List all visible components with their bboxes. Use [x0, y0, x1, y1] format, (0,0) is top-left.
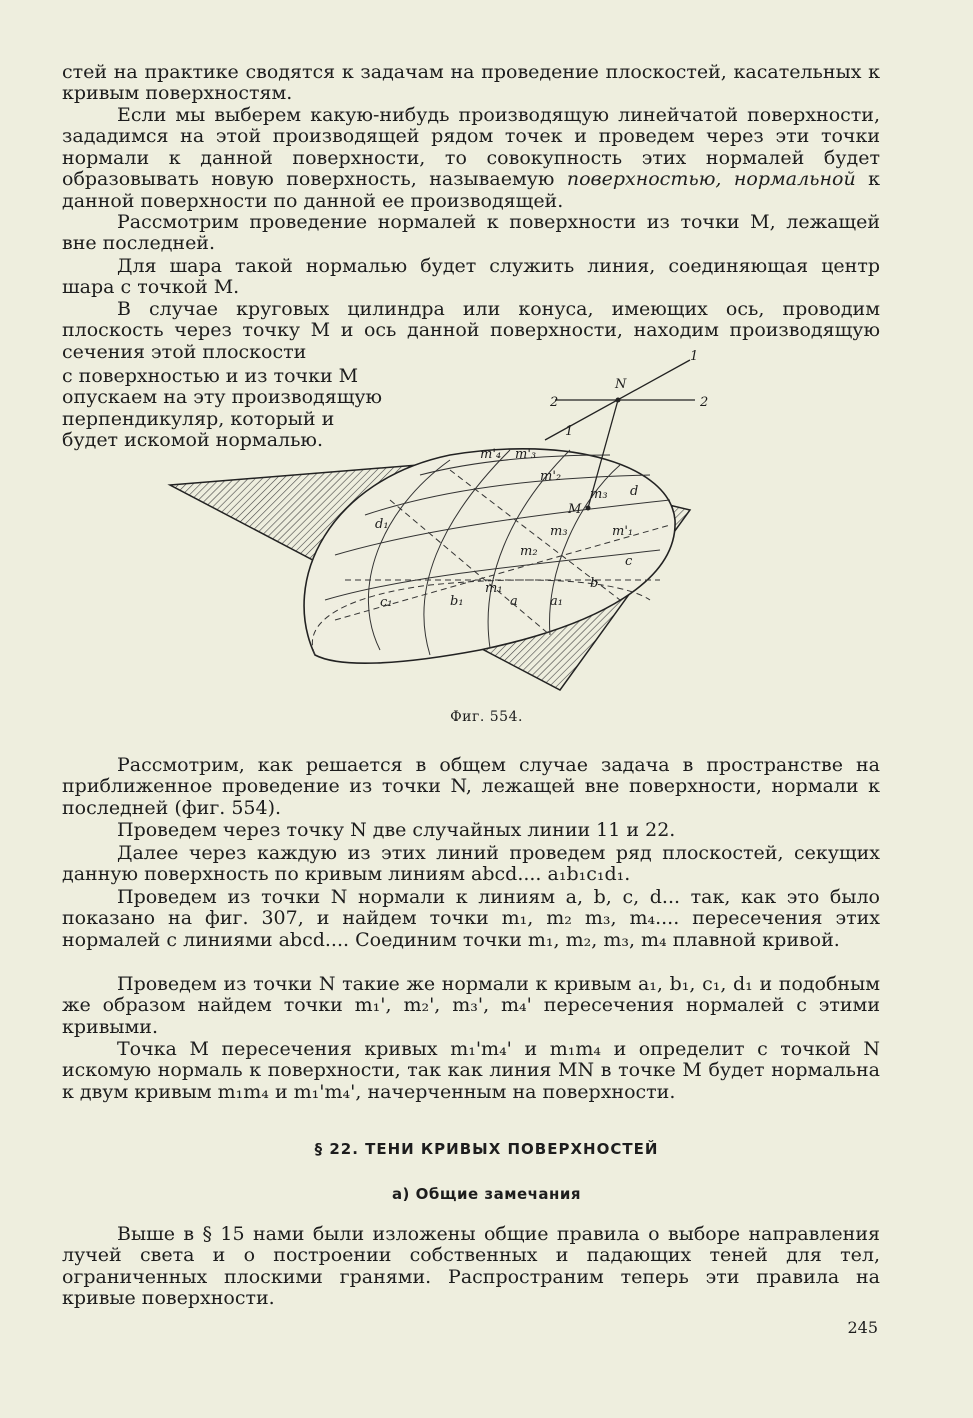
label-m3: m₃ [590, 487, 608, 502]
label-N: N [615, 377, 627, 392]
label-a1: a₁ [550, 594, 563, 609]
paragraph-2-text: Если мы выберем какую-нибудь производящую линейчатой поверхности, зададимся на этой производящей рядом точек и проведем через эти точки нормали к данной поверхности, то совокупность этих нормалей будет образовывать новую поверхность, называемую [62, 104, 880, 191]
label-2-left: 2 [550, 395, 559, 410]
label-b: b [590, 576, 599, 591]
label-a: a [510, 594, 518, 609]
label-c: c [625, 554, 633, 569]
label-1-bottom: 1 [565, 424, 574, 439]
paragraph-9: Проведем из точки N нормали к линиям a, b, c, d... так, как это было показано на фиг. 307, и найдем точки m₁, m₂ m₃, m₄.... пересечения этих нормалей с линиями abcd.... Соединим точки m₁, m₂, m₃, m₄ плавной кривой. [62, 886, 880, 951]
paragraph-10: Проведем из точки N такие же нормали к кривым a₁, b₁, c₁, d₁ и подобным же образом найдем точки m₁', m₂', m₃', m₄' пересечения нормалей с этими кривыми. [62, 973, 880, 1038]
page-number: 245 [847, 1318, 878, 1337]
paragraph-5: В случае круговых цилиндра или конуса, имеющих ось, проводим плоскость через точку M и ось данной поверхности, находим производящую сечения этой плоскости [62, 298, 880, 363]
subsection-heading: а) Общие замечания [391, 1185, 582, 1203]
float-text: с поверхностью и из точки M опускаем на эту производящую перпендикуляр, который и будет искомой нормалью. [62, 365, 383, 452]
label-m1p: m'₁ [612, 524, 634, 539]
paragraph-2-italic: поверхностью, нормальной [566, 168, 856, 191]
paragraph-6: Рассмотрим, как решается в общем случае задача в пространстве на приближенное проведение из точки N, лежащей вне поверхности, нормали к последней (фиг. 554). [62, 754, 880, 819]
paragraph-8: Далее через каждую из этих линий проведем ряд плоскостей, секущих данную поверхность по кривым линиям abcd.... a₁b₁c₁d₁. [62, 842, 880, 886]
point-M [586, 506, 591, 511]
section-heading: § 22. ТЕНИ КРИВЫХ ПОВЕРХНОСТЕЙ [314, 1140, 659, 1158]
paragraph-7: Проведем через точку N две случайных линии 11 и 22. [117, 819, 676, 841]
paragraph-3: Рассмотрим проведение нормалей к поверхности из точки M, лежащей вне последней. [62, 211, 880, 255]
label-m4p: m'₄ [480, 447, 502, 462]
paragraph-12: Выше в § 15 нами были изложены общие правила о выборе направления лучей света и о построении собственных и падающих теней для тел, ограниченных плоскими гранями. Распространим теперь эти правила на кривые поверхности. [62, 1223, 880, 1310]
label-b1: b₁ [450, 594, 464, 609]
label-d1: d₁ [375, 517, 389, 532]
label-m3p: m'₃ [515, 447, 537, 462]
paragraph-4: Для шара такой нормалью будет служить линия, соединяющая центр шара с точкой M. [62, 255, 880, 299]
label-2-right: 2 [700, 395, 709, 410]
figure-caption: Фиг. 554. [450, 709, 523, 725]
label-c1: c₁ [380, 595, 393, 610]
paragraph-1: стей на практике сводятся к задачам на проведение плоскостей, касательных к кривым поверхностям. [62, 61, 880, 105]
label-M: M [568, 502, 582, 517]
figure-554 [150, 350, 710, 705]
point-N [616, 398, 621, 403]
label-m2: m₂ [520, 544, 538, 559]
label-m1: m₁ [485, 581, 503, 596]
label-d: d [630, 484, 639, 499]
label-m3-b: m₃ [550, 524, 568, 539]
label-1-top: 1 [690, 350, 699, 364]
paragraph-11: Точка M пересечения кривых m₁'m₄' и m₁m₄ и определит с точкой N искомую нормаль к поверхности, так как линия MN в точке M будет нормальна к двум кривым m₁m₄ и m₁'m₄', начерченным на поверхности. [62, 1038, 880, 1103]
paragraph-2 [62, 105, 880, 212]
label-m2p: m'₂ [540, 469, 562, 484]
paragraph-2-tail: к данной поверхности по данной ее производящей. [62, 168, 880, 212]
